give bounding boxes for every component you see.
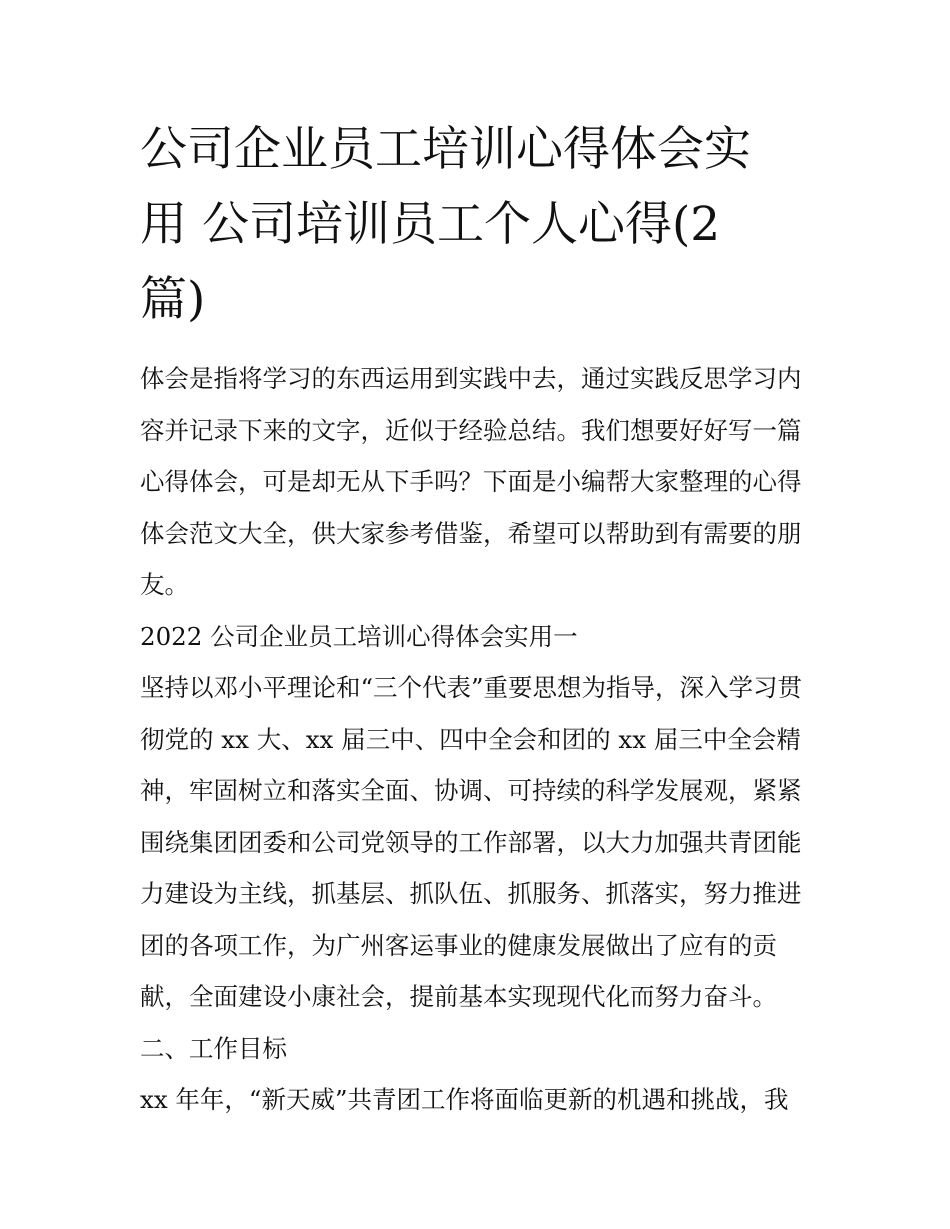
subheading: [140, 1023, 812, 1075]
text-line: 围绕集团团委和公司党领导的工作部署，以大力加强共青团能: [140, 827, 802, 857]
text-line: 体会范文大全，供大家参考借鉴，希望可以帮助到有需要的朋: [140, 518, 802, 548]
section-heading-text: 2022 公司企业员工培训心得体会实用一: [140, 621, 578, 651]
text-line: 力建设为主线，抓基层、抓队伍、抓服务、抓落实，努力推进: [140, 879, 802, 908]
document-page: [140, 112, 812, 1126]
text-line: 心得体会，可是却无从下手吗？下面是小编帮大家整理的心得: [140, 467, 802, 496]
text-line: 体会是指将学习的东西运用到实践中去，通过实践反思学习内: [140, 364, 802, 393]
text-line: 献，全面建设小康社会，提前基本实现现代化而努力奋斗。: [140, 982, 777, 1011]
section-heading: [140, 611, 812, 663]
text-line: 团的各项工作，为广州客运事业的健康发展做出了应有的贡: [140, 930, 777, 960]
text-line: 容并记录下来的文字，近似于经验总结。我们想要好好写一篇: [140, 415, 802, 445]
title-line: 公司企业员工培训心得体会实: [140, 122, 751, 177]
text-line: 神，牢固树立和落实全面、协调、可持续的科学发展观，紧紧: [140, 776, 802, 805]
intro-paragraph: [140, 353, 812, 611]
text-line: 彻党的 xx 大、xx 届三中、四中全会和团的 xx 届三中全会精: [140, 724, 801, 754]
text-line: xx 年年，“新天威”共青团工作将面临更新的机遇和挑战，我: [140, 1085, 789, 1114]
subheading-text: 二、工作目标: [140, 1033, 287, 1063]
text-line: 坚持以邓小平理论和“三个代表”重要思想为指导，深入学习贯: [140, 673, 803, 702]
body-paragraph: [140, 662, 812, 1023]
text-line: 友。: [140, 570, 189, 599]
document-title: [140, 112, 812, 337]
title-line: 篇): [140, 272, 206, 327]
title-line: 用 公司培训员工个人心得(2: [140, 197, 721, 252]
continuation-paragraph: [140, 1074, 812, 1126]
